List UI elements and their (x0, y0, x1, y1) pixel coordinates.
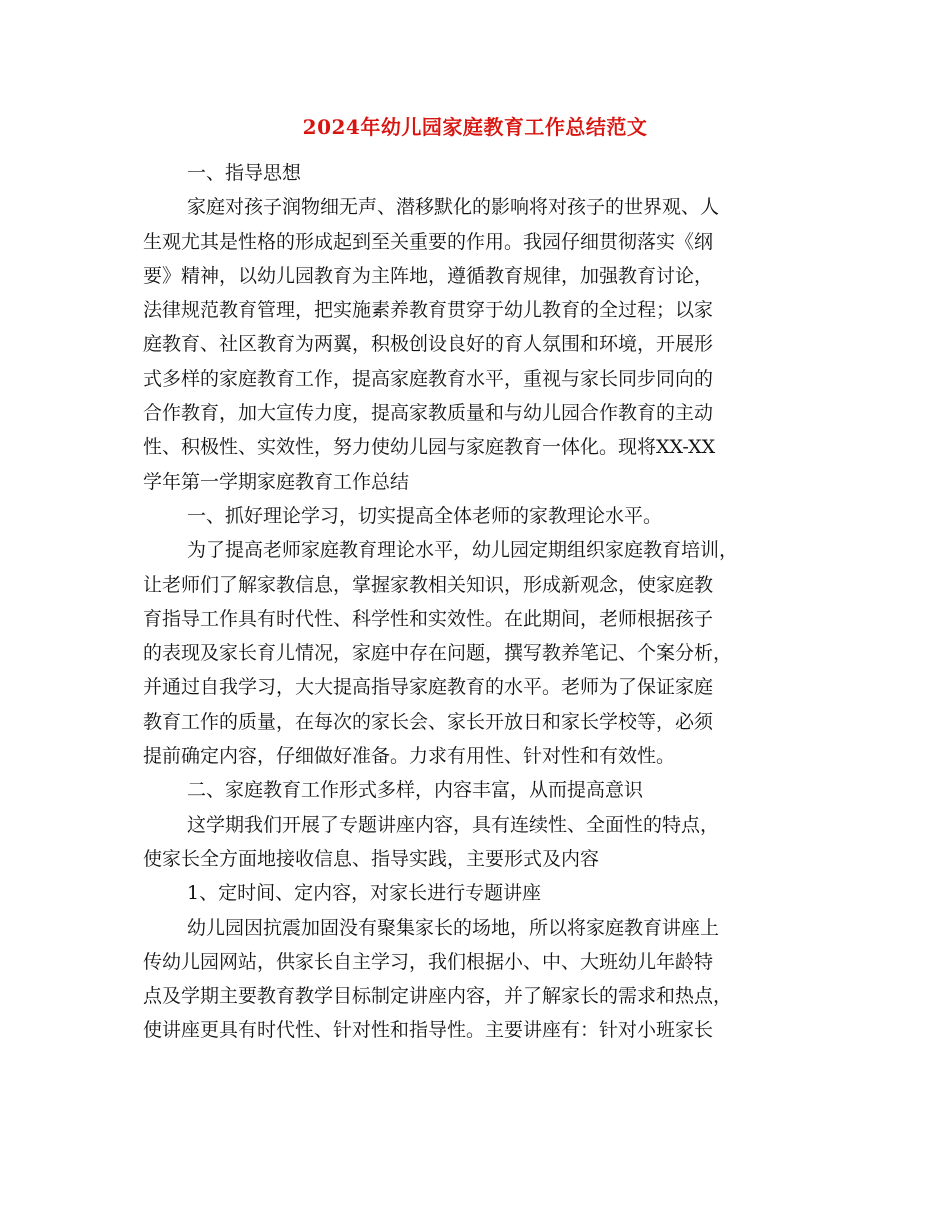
text-line: 要》精神，以幼儿园教育为主阵地，遵循教育规律，加强教育讨论， (143, 264, 714, 287)
text-line: 幼儿园因抗震加固没有聚集家长的场地，所以将家庭教育讲座上 (187, 916, 720, 939)
document-title: 2024年幼儿园家庭教育工作总结范文 (302, 115, 648, 139)
text-line: 使家长全方面地接收信息、指导实践，主要形式及内容 (143, 847, 600, 870)
text-line: 二、家庭教育工作形式多样，内容丰富，从而提高意识 (187, 779, 644, 802)
text-line: 让老师们了解家教信息，掌握家教相关知识，形成新观念，使家庭教 (143, 573, 714, 596)
text-line: 合作教育，加大宣传力度，提高家教质量和与幼儿园合作教育的主动 (143, 402, 714, 425)
text-line: 一、抓好理论学习，切实提高全体老师的家教理论水平。 (187, 504, 663, 527)
text-line: 使讲座更具有时代性、针对性和指导性。主要讲座有：针对小班家长 (143, 1019, 714, 1042)
text-line: 性、积极性、实效性，努力使幼儿园与家庭教育一体化。现将XX-XX (143, 436, 716, 459)
text-line: 学年第一学期家庭教育工作总结 (143, 470, 410, 493)
text-line: 1、定时间、定内容，对家长进行专题讲座 (187, 882, 542, 905)
text-line: 并通过自我学习，大大提高指导家庭教育的水平。老师为了保证家庭 (143, 676, 714, 699)
text-line: 庭教育、社区教育为两翼，积极创设良好的育人氛围和环境，开展形 (143, 333, 714, 356)
text-line: 教育工作的质量，在每次的家长会、家长开放日和家长学校等，必须 (143, 710, 714, 733)
text-line: 家庭对孩子润物细无声、潜移默化的影响将对孩子的世界观、人 (187, 196, 720, 219)
text-line: 式多样的家庭教育工作，提高家庭教育水平，重视与家长同步同向的 (143, 367, 714, 390)
text-line: 的表现及家长育儿情况，家庭中存在问题，撰写教养笔记、个案分析， (143, 642, 733, 665)
text-line: 点及学期主要教育教学目标制定讲座内容，并了解家长的需求和热点， (143, 985, 733, 1008)
text-line: 为了提高老师家庭教育理论水平，幼儿园定期组织家庭教育培训， (187, 539, 739, 562)
text-line: 传幼儿园网站，供家长自主学习，我们根据小、中、大班幼儿年龄特 (143, 950, 714, 973)
text-line: 一、指导思想 (187, 162, 302, 184)
text-line: 法律规范教育管理，把实施素养教育贯穿于幼儿教育的全过程；以家 (143, 299, 714, 322)
text-line: 提前确定内容，仔细做好准备。力求有用性、针对性和有效性。 (143, 745, 676, 768)
text-line: 这学期我们开展了专题讲座内容，具有连续性、全面性的特点， (187, 813, 720, 836)
text-line: 生观尤其是性格的形成起到至关重要的作用。我园仔细贯彻落实《纲 (143, 230, 714, 253)
text-line: 育指导工作具有时代性、科学性和实效性。在此期间，老师根据孩子 (143, 607, 714, 630)
document-body (143, 156, 808, 1048)
